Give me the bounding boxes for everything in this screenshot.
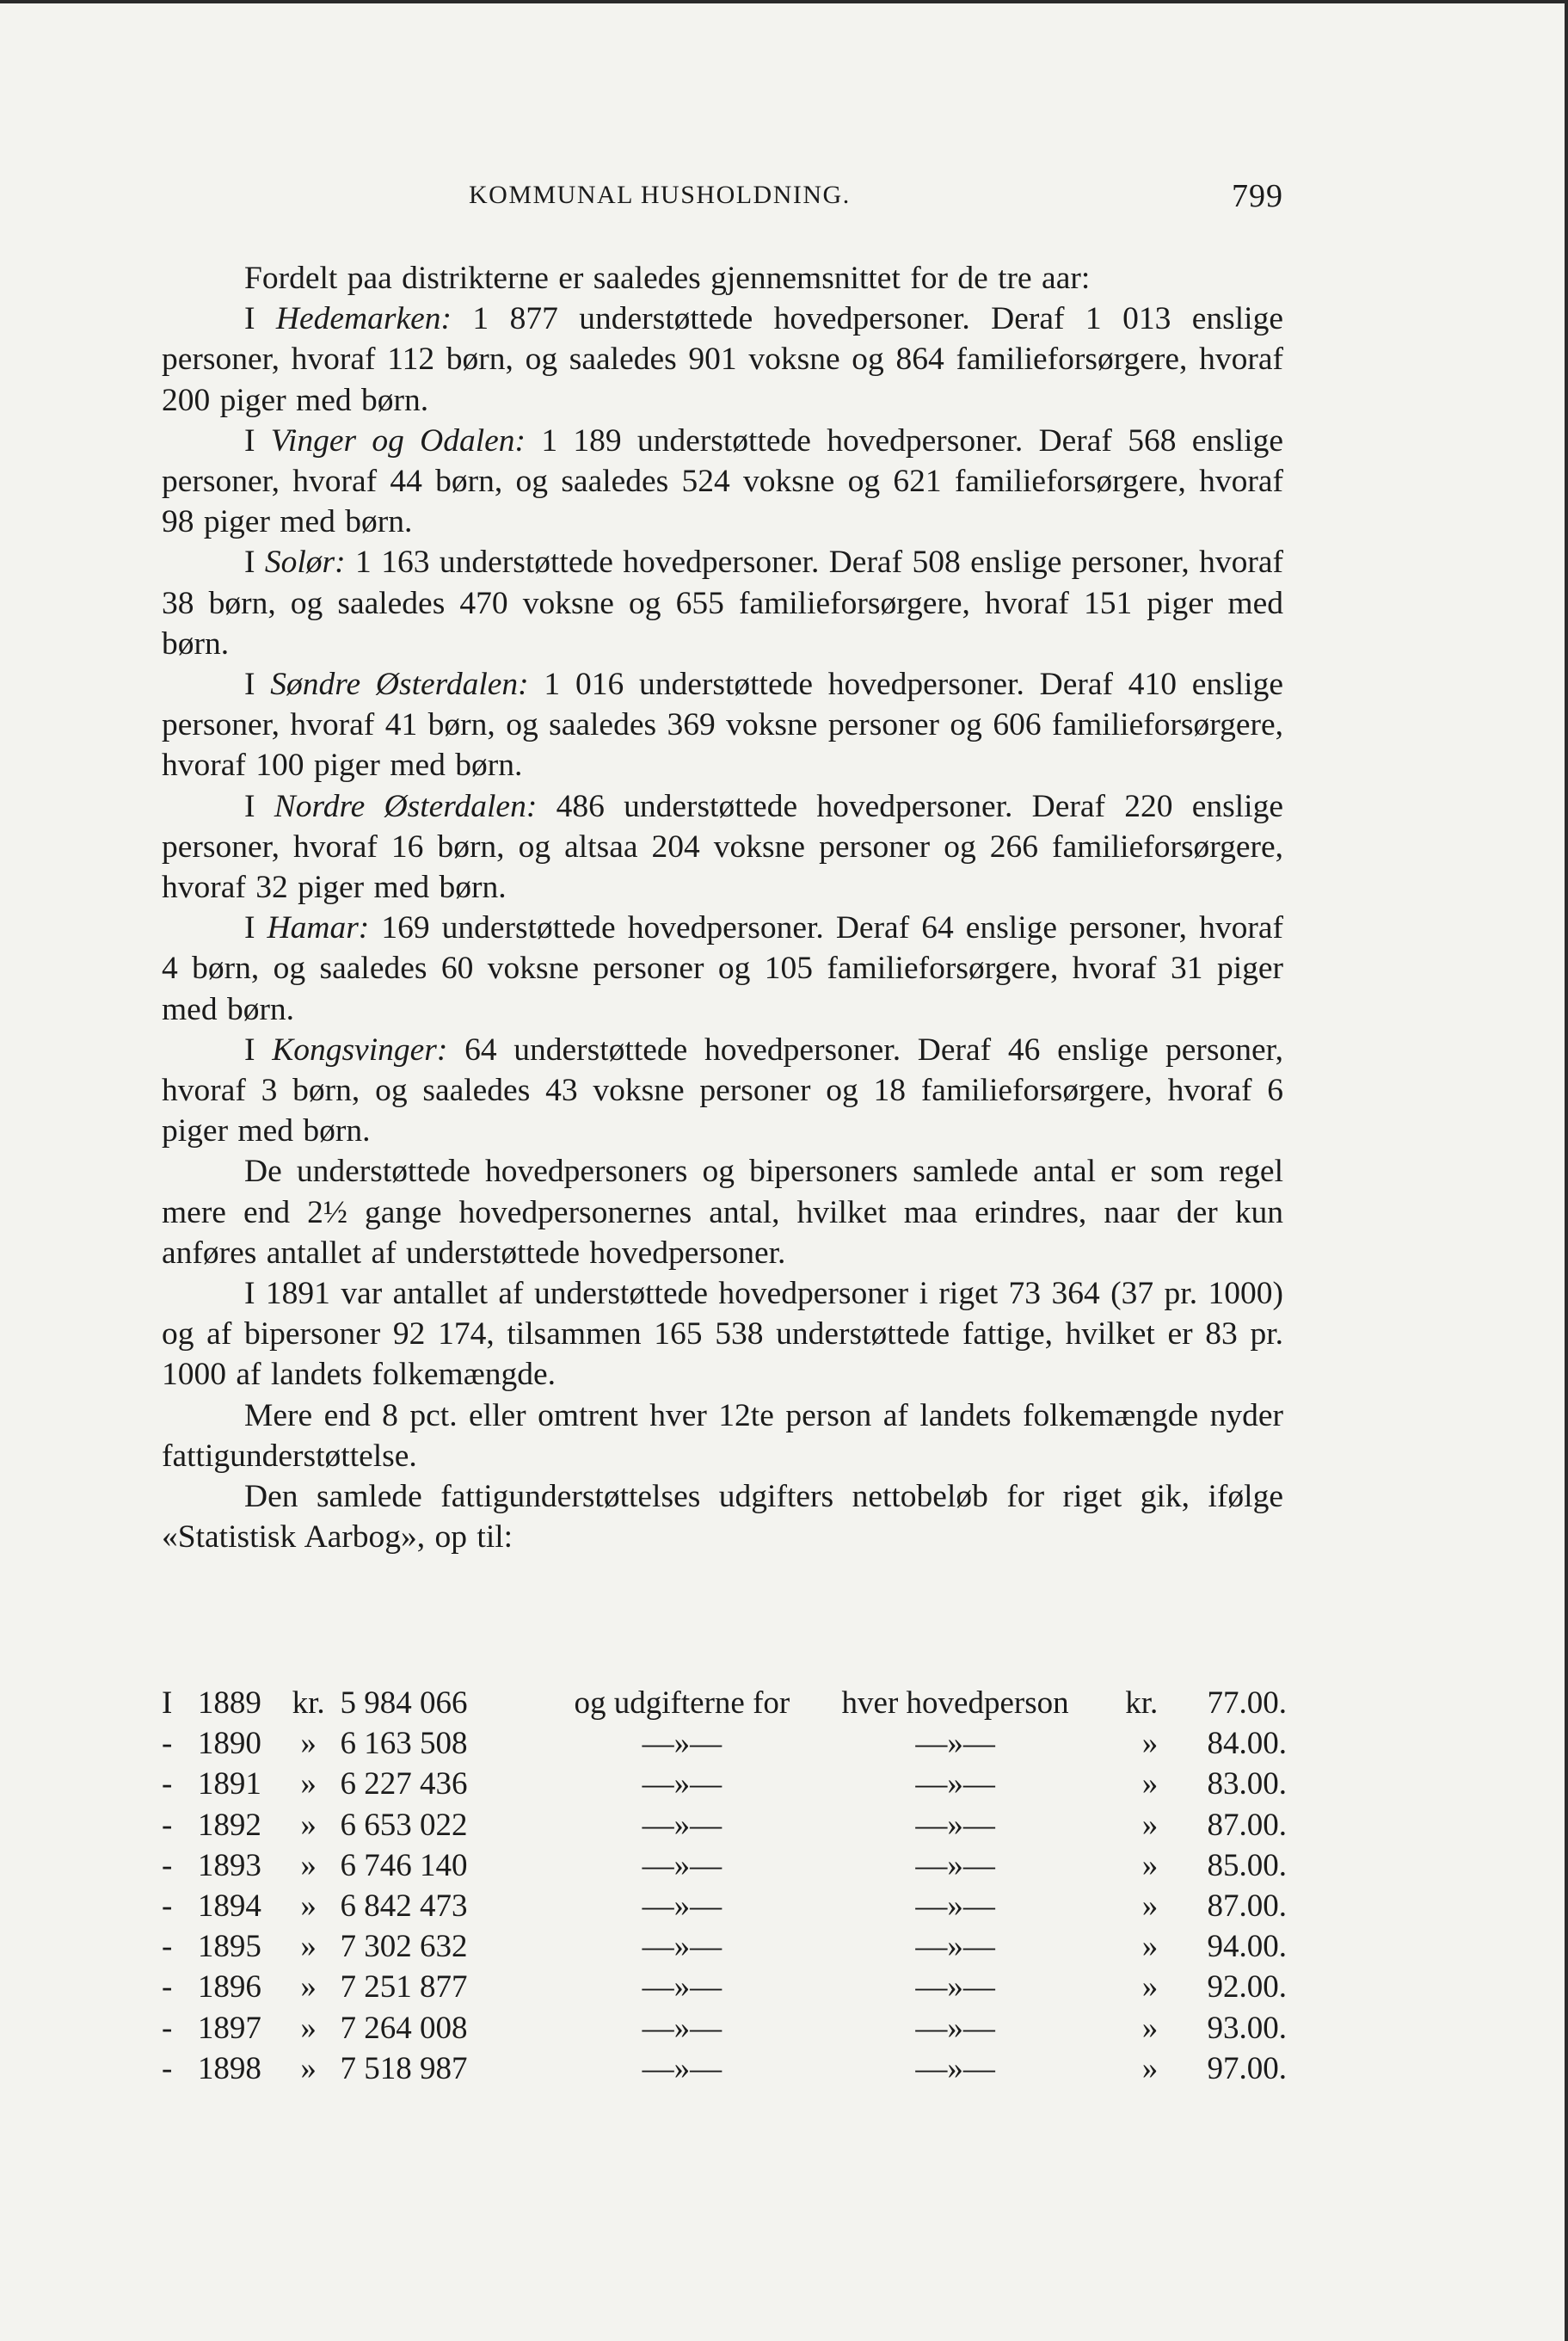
table-cell-kr: » — [1141, 1929, 1159, 1965]
table-cell-unit: » — [300, 1888, 317, 1925]
table-cell-pre: - — [162, 1726, 173, 1762]
table-cell-mid2: —»— — [915, 1766, 995, 1802]
table-row — [162, 1764, 1287, 1804]
table-cell-unit: » — [300, 1969, 317, 2005]
table-cell-kr: » — [1141, 1807, 1159, 1843]
table-cell-mid: —»— — [642, 1766, 723, 1802]
table-cell-mid2: —»— — [915, 1726, 995, 1762]
table-cell-mid2: —»— — [915, 1969, 995, 2005]
table-cell-per: 77.00. — [1207, 1685, 1287, 1722]
table-cell-kr: » — [1141, 1888, 1159, 1925]
running-head: KOMMUNAL HUSHOLDNING. — [469, 181, 851, 209]
table-cell-per: 84.00. — [1207, 1726, 1287, 1762]
paragraph: I Søndre Østerdalen: 1 016 understøttede hovedpersoner. Deraf 410 enslige personer, hvoraf 41 børn, og saaledes 369 voksne personer og 606 familieforsørgere, hvoraf 100 piger med børn. — [162, 667, 1283, 784]
table-cell-mid: —»— — [642, 1929, 723, 1965]
table-cell-kr: kr. — [1125, 1685, 1159, 1722]
table-cell-year: 1895 — [197, 1929, 261, 1965]
table-cell-per: 97.00. — [1207, 2050, 1287, 2086]
table-cell-per: 93.00. — [1207, 2010, 1287, 2046]
table-cell-amount: 6 746 140 — [340, 1847, 468, 1883]
table-cell-kr: » — [1141, 1969, 1159, 2005]
table-cell-mid2: —»— — [915, 1888, 995, 1925]
paragraph: I Nordre Østerdalen: 486 understøttede hovedpersoner. Deraf 220 enslige personer, hvoraf 16 børn, og altsaa 204 voksne personer og 266 familieforsørgere, hvoraf 32 piger med børn. — [162, 788, 1283, 906]
table-cell-year: 1898 — [197, 2050, 261, 2086]
table-cell-per: 87.00. — [1207, 1807, 1287, 1843]
table-row — [162, 2048, 1287, 2089]
table-cell-per: 87.00. — [1207, 1888, 1287, 1925]
table-cell-mid: —»— — [642, 1847, 723, 1883]
table-cell-mid: —»— — [642, 2050, 723, 2086]
paragraph: I Hedemarken: 1 877 understøttede hovedpersoner. Deraf 1 013 enslige personer, hvoraf 112 børn, og saaledes 901 voksne og 864 familieforsørgere, hvoraf 200 piger med børn. — [162, 301, 1283, 418]
paragraph: I Solør: 1 163 understøttede hovedpersoner. Deraf 508 enslige personer, hvoraf 38 børn, og saaledes 470 voksne og 655 familieforsørgere, hvoraf 151 piger med børn. — [162, 545, 1283, 662]
table-cell-amount: 6 227 436 — [340, 1766, 468, 1802]
table-row — [162, 1926, 1287, 1967]
table-cell-per: 83.00. — [1207, 1766, 1287, 1802]
district-name: Hamar: — [267, 910, 370, 946]
table-cell-mid2: —»— — [915, 1807, 995, 1843]
scan-edge-top — [0, 0, 1568, 3]
table-cell-unit: kr. — [292, 1685, 325, 1722]
table-row — [162, 1845, 1287, 1886]
paragraph: Mere end 8 pct. eller omtrent hver 12te person af landets folkemængde nyder fattigunderstøttelse. — [162, 1397, 1283, 1474]
table-cell-mid2: —»— — [915, 1929, 995, 1965]
table-cell-pre: - — [162, 2010, 173, 2046]
paragraph: I Vinger og Odalen: 1 189 understøttede hovedpersoner. Deraf 568 enslige personer, hvoraf 44 børn, og saaledes 524 voksne og 621 familieforsørgere, hvoraf 98 piger med børn. — [162, 422, 1283, 540]
district-name: Søndre Østerdalen: — [270, 667, 529, 703]
table-cell-year: 1894 — [197, 1888, 261, 1925]
table-cell-per: 85.00. — [1207, 1847, 1287, 1883]
table-cell-unit: » — [300, 1847, 317, 1883]
table-cell-amount: 5 984 066 — [340, 1685, 468, 1722]
district-name: Vinger og Odalen: — [270, 422, 526, 459]
table-row — [162, 1805, 1287, 1845]
paragraph: Den samlede fattigunderstøttelses udgifters nettobeløb for riget gik, ifølge «Statistisk Aarbog», op til: — [162, 1479, 1283, 1556]
scan-edge-right — [1565, 0, 1568, 2341]
body-text — [162, 258, 1283, 1558]
table-cell-year: 1893 — [197, 1847, 261, 1883]
table-cell-mid: —»— — [642, 1969, 723, 2005]
table-cell-unit: » — [300, 1807, 317, 1843]
table-cell-year: 1889 — [197, 1685, 261, 1722]
table-cell-unit: » — [300, 1766, 317, 1802]
table-cell-mid: og udgifterne for — [574, 1685, 790, 1722]
table-row — [162, 1683, 1287, 1723]
table-cell-kr: » — [1141, 1766, 1159, 1802]
expenditure-table — [162, 1683, 1287, 2089]
table-cell-mid: —»— — [642, 1888, 723, 1925]
page-header — [163, 178, 1283, 220]
table-row — [162, 1967, 1287, 2007]
table-cell-mid2: —»— — [915, 1847, 995, 1883]
table-cell-pre: - — [162, 1847, 173, 1883]
table-row — [162, 1723, 1287, 1764]
page-number: 799 — [1232, 178, 1283, 214]
table-cell-kr: » — [1141, 1726, 1159, 1762]
table-cell-amount: 7 251 877 — [340, 1969, 468, 2005]
table-cell-mid: —»— — [642, 1807, 723, 1843]
table-cell-mid2: hver hovedperson — [841, 1685, 1069, 1722]
table-cell-pre: - — [162, 1807, 173, 1843]
table-cell-year: 1890 — [197, 1726, 261, 1762]
table-cell-mid: —»— — [642, 2010, 723, 2046]
table-cell-pre: - — [162, 1929, 173, 1965]
district-name: Kongsvinger: — [272, 1032, 448, 1068]
paragraph: De understøttede hovedpersoners og bipersoners samlede antal er som regel mere end 2½ gange hovedpersonernes antal, hvilket maa erindres, naar der kun anføres antallet af understøttede hovedpersoner. — [162, 1154, 1283, 1271]
paragraph: I Hamar: 169 understøttede hovedpersoner. Deraf 64 enslige personer, hvoraf 4 børn, og saaledes 60 voksne personer og 105 familieforsørgere, hvoraf 31 piger med børn. — [162, 910, 1283, 1027]
table-cell-year: 1896 — [197, 1969, 261, 2005]
table-cell-mid2: —»— — [915, 2050, 995, 2086]
table-cell-amount: 6 842 473 — [340, 1888, 468, 1925]
table-cell-kr: » — [1141, 1847, 1159, 1883]
table-cell-unit: » — [300, 1929, 317, 1965]
table-cell-pre: - — [162, 1969, 173, 2005]
table-row — [162, 1886, 1287, 1926]
table-cell-per: 92.00. — [1207, 1969, 1287, 2005]
paragraph: I Kongsvinger: 64 understøttede hovedpersoner. Deraf 46 enslige personer, hvoraf 3 børn, og saaledes 43 voksne personer og 18 familieforsørgere, hvoraf 6 piger med børn. — [162, 1032, 1283, 1149]
table-cell-pre: - — [162, 2050, 173, 2086]
table-row — [162, 2008, 1287, 2048]
table-cell-pre: I — [162, 1685, 173, 1722]
paragraph: Fordelt paa distrikterne er saaledes gjennemsnittet for de tre aar: — [244, 261, 1091, 296]
table-cell-amount: 7 518 987 — [340, 2050, 468, 2086]
table-cell-kr: » — [1141, 2010, 1159, 2046]
table-cell-year: 1897 — [197, 2010, 261, 2046]
table-cell-mid: —»— — [642, 1726, 723, 1762]
table-cell-amount: 6 653 022 — [340, 1807, 468, 1843]
table-cell-mid2: —»— — [915, 2010, 995, 2046]
table-cell-pre: - — [162, 1888, 173, 1925]
table-cell-unit: » — [300, 2050, 317, 2086]
table-cell-per: 94.00. — [1207, 1929, 1287, 1965]
table-cell-year: 1891 — [197, 1766, 261, 1802]
table-cell-unit: » — [300, 1726, 317, 1762]
paragraph: I 1891 var antallet af understøttede hovedpersoner i riget 73 364 (37 pr. 1000) og af bipersoner 92 174, tilsammen 165 538 understøttede fattige, hvilket er 83 pr. 1000 af landets folkemængde. — [162, 1276, 1283, 1393]
table-cell-amount: 6 163 508 — [340, 1726, 468, 1762]
table-cell-amount: 7 302 632 — [340, 1929, 468, 1965]
district-name: Nordre Østerdalen: — [274, 788, 538, 824]
table-cell-kr: » — [1141, 2050, 1159, 2086]
district-name: Solør: — [264, 545, 346, 581]
table-cell-amount: 7 264 008 — [340, 2010, 468, 2046]
table-cell-unit: » — [300, 2010, 317, 2046]
table-cell-year: 1892 — [197, 1807, 261, 1843]
table-cell-pre: - — [162, 1766, 173, 1802]
district-name: Hedemarken: — [275, 301, 452, 337]
